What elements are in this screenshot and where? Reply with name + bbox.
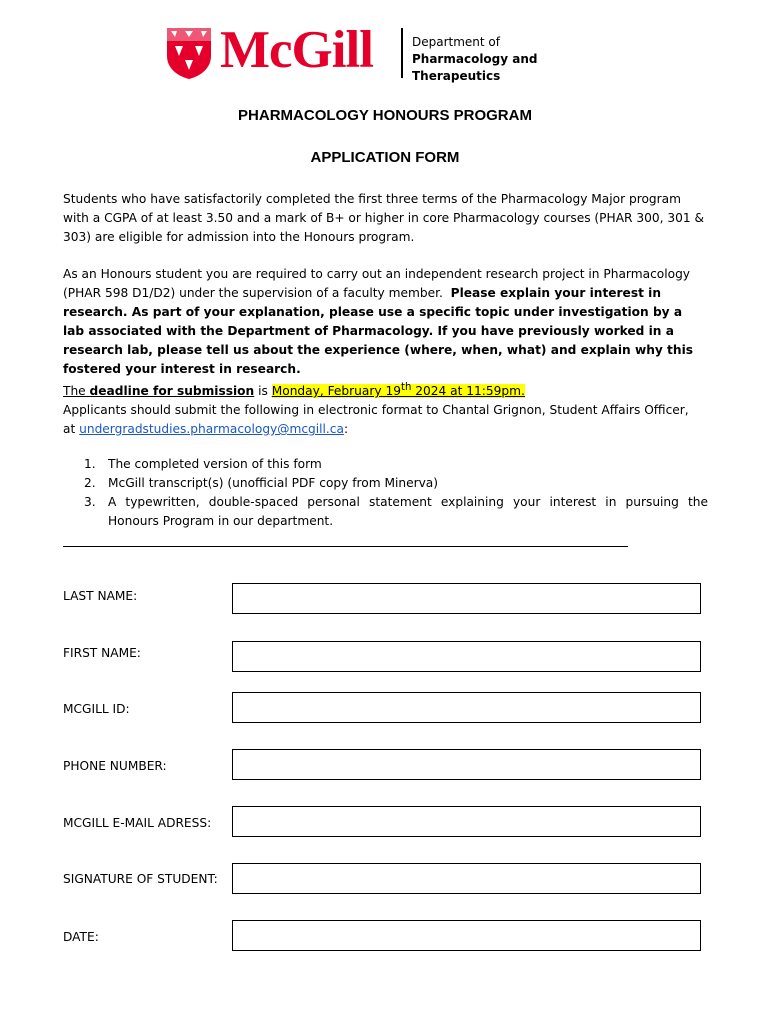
- list-item-text: A typewritten, double-spaced personal statement explaining your interest in pursuing the Honours Program in our department.: [108, 495, 708, 528]
- deadline-prefix: The: [63, 384, 90, 399]
- list-number: 2.: [84, 476, 96, 490]
- mcgill-shield-logo: [165, 26, 213, 80]
- first-name-input[interactable]: [232, 641, 701, 672]
- mcgill-wordmark: McGill: [220, 21, 373, 79]
- email-prefix: at: [63, 422, 80, 437]
- list-item-text: McGill transcript(s) (unofficial PDF copy from Minerva): [108, 476, 439, 490]
- section-divider: [63, 546, 628, 547]
- research-intro-text: As an Honours student you are required to carry out an independent research project in Pharmacology (PHAR 598 D1/D2) under the supervision of a faculty member.: [63, 267, 691, 300]
- last-name-label: LAST NAME:: [63, 589, 138, 603]
- last-name-input[interactable]: [232, 583, 701, 614]
- email-suffix: :: [343, 422, 349, 437]
- date-input[interactable]: [232, 920, 701, 951]
- list-number: 1.: [84, 457, 96, 471]
- letterhead: [165, 21, 625, 83]
- list-item: [84, 474, 708, 493]
- research-interest-paragraph: [63, 265, 707, 379]
- form-title: PHARMACOLOGY HONOURS PROGRAM: [238, 107, 532, 124]
- email-input[interactable]: [232, 806, 701, 837]
- signature-label: SIGNATURE OF STUDENT:: [63, 872, 218, 886]
- deadline-paragraph: [63, 378, 707, 439]
- required-documents-list: [84, 455, 708, 531]
- research-instructions-text: Please explain your interest in research. As part of your explanation, please use a specific topic under investigation by a lab associated with the Department of Pharmacology. If you have previously worked in a research lab, please tell us about the experience (where, when, what) and explain why this fostered your interest in research.: [63, 286, 693, 376]
- deadline-is: is: [254, 384, 272, 399]
- department-name: [412, 34, 625, 85]
- submission-email-link[interactable]: undergradstudies.pharmacology@mcgill.ca: [79, 422, 344, 437]
- letterhead-divider: [401, 28, 403, 78]
- list-number: 3.: [84, 495, 96, 509]
- list-item: [84, 493, 708, 531]
- deadline-label: deadline for submission: [89, 384, 255, 399]
- phone-input[interactable]: [232, 749, 701, 780]
- phone-label: PHONE NUMBER:: [63, 759, 167, 773]
- form-subtitle: APPLICATION FORM: [310, 149, 460, 166]
- eligibility-paragraph: Students who have satisfactorily completed the first three terms of the Pharmacology Major program with a CGPA of at least 3.50 and a mark of B+ or higher in core Pharmacology courses (PHAR 300, 301 & 303) are eligible for admission into the Honours program.: [63, 192, 705, 244]
- deadline-date-main: Monday, February 19: [271, 384, 401, 399]
- mcgill-id-label: MCGILL ID:: [63, 702, 130, 716]
- mcgill-id-input[interactable]: [232, 692, 701, 723]
- list-item: [84, 455, 708, 474]
- email-label: MCGILL E-MAIL ADRESS:: [63, 816, 212, 830]
- deadline-date: [272, 384, 525, 398]
- submission-instructions: Applicants should submit the following in electronic format to Chantal Grignon, Student Affairs Officer,: [63, 403, 689, 418]
- list-item-text: The completed version of this form: [108, 457, 322, 471]
- signature-input[interactable]: [232, 863, 701, 894]
- first-name-label: FIRST NAME:: [63, 646, 141, 660]
- department-line-2: Pharmacology and Therapeutics: [412, 52, 538, 83]
- department-line-1: Department of: [412, 35, 500, 49]
- date-label: DATE:: [63, 930, 99, 944]
- deadline-date-suffix: th: [400, 382, 412, 393]
- deadline-date-time: 2024 at 11:59pm.: [411, 384, 525, 399]
